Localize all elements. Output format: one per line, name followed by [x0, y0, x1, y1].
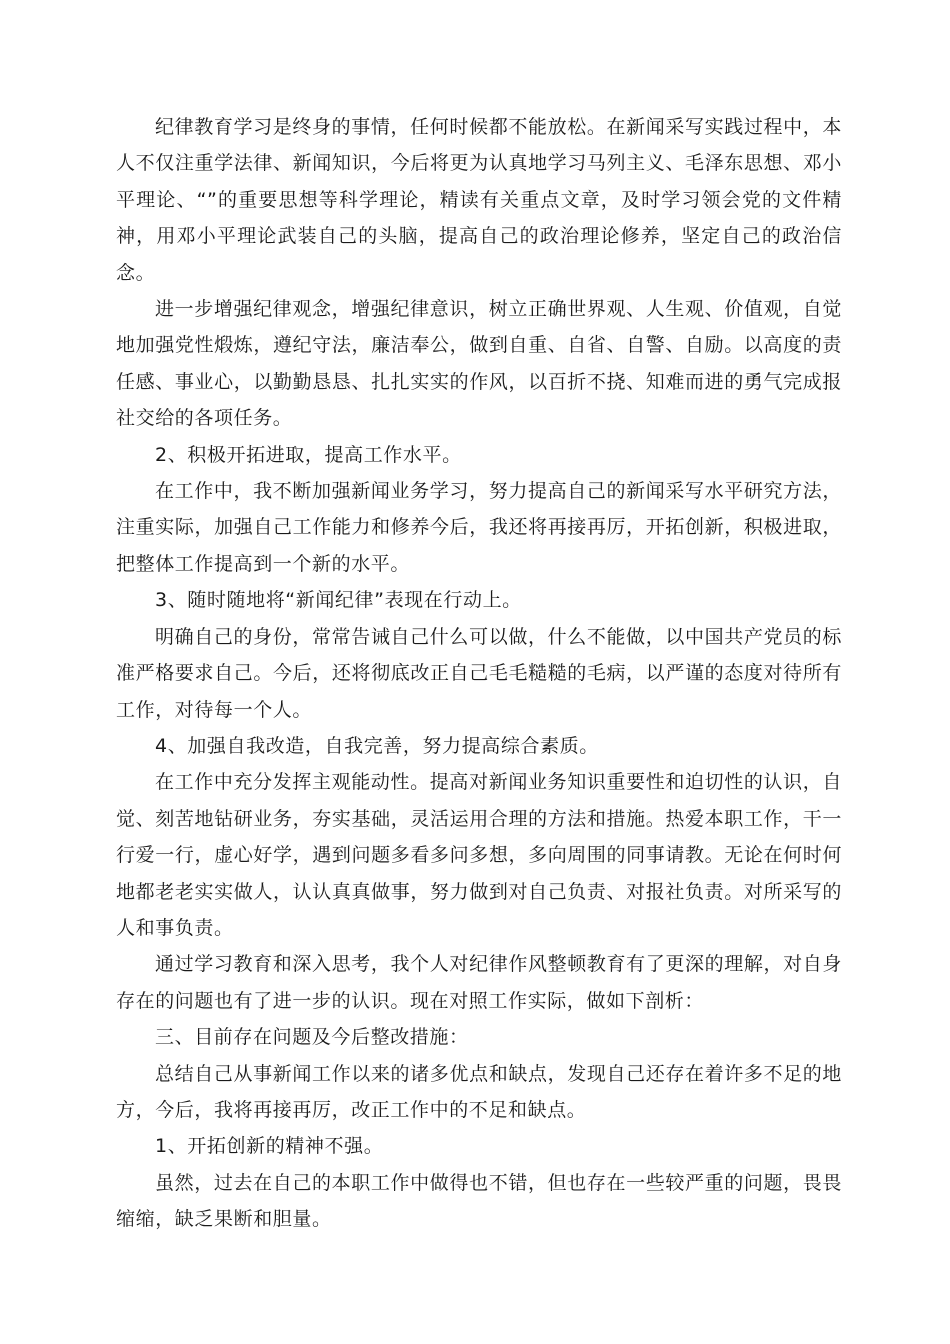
heading-item-2: 2、积极开拓进取，提高工作水平。 [155, 443, 462, 466]
paragraph-identity: 明确自己的身份，常常告诫自己什么可以做，什么不能做，以中国共产党员的标准严格要求自己。今后，还将彻底改正自己毛毛糙糙的毛病，以严谨的态度对待所有工作，对待每一个人。 [116, 625, 842, 721]
paragraph-work-improvement: 在工作中，我不断加强新闻业务学习，努力提高自己的新闻采写水平研究方法，注重实际，加强自己工作能力和修养今后，我还将再接再厉，开拓创新，积极进取，把整体工作提高到一个新的水平。 [116, 480, 842, 575]
paragraph-strengthen-discipline: 进一步增强纪律观念，增强纪律意识，树立正确世界观、人生观、价值观，自觉地加强党性煅炼，遵纪守法，廉洁奉公，做到自重、自省、自警、自励。以高度的责任感、事业心，以勤勤恳恳、扎扎实实的作风，以百折不挠、知难而进的勇气完成报社交给的各项任务。 [116, 298, 842, 430]
heading-section-3: 三、目前存在问题及今后整改措施： [155, 1026, 469, 1049]
heading-item-4: 4、加强自我改造，自我完善，努力提高综合素质。 [155, 734, 599, 757]
document-page [116, 109, 842, 1238]
paragraph-initiative: 在工作中充分发挥主观能动性。提高对新闻业务知识重要性和迫切性的认识，自觉、刻苦地钻研业务，夯实基础，灵活运用合理的方法和措施。热爱本职工作，干一行爱一行，虚心好学，遇到问题多看多问多想，多向周围的同事请教。无论在何时何地都老老实实做人，认认真真做事，努力做到对自己负责、对报社负责。对所采写的人和事负责。 [116, 771, 842, 939]
heading-item-3: 3、随时随地将“新闻纪律”表现在行动上。 [155, 589, 522, 612]
paragraph-reflection: 通过学习教育和深入思考，我个人对纪律作风整顿教育有了更深的理解，对自身存在的问题也有了进一步的认识。现在对照工作实际，做如下剖析： [116, 953, 842, 1012]
paragraph-discipline-learning: 纪律教育学习是终身的事情，任何时候都不能放松。在新闻采写实践过程中，本人不仅注重学法律、新闻知识，今后将更为认真地学习马列主义、毛泽东思想、邓小平理论、“”的重要思想等科学理论，精读有关重点文章，及时学习领会党的文件精神，用邓小平理论武装自己的头脑，提高自己的政治理论修养，坚定自己的政治信念。 [116, 116, 842, 284]
heading-issue-1: 1、开拓创新的精神不强。 [155, 1135, 384, 1158]
paragraph-summary: 总结自己从事新闻工作以来的诸多优点和缺点，发现自己还存在着许多不足的地方，今后，我将再接再厉，改正工作中的不足和缺点。 [116, 1062, 842, 1121]
paragraph-issue-detail: 虽然，过去在自己的本职工作中做得也不错，但也存在一些较严重的问题，畏畏缩缩，缺乏果断和胆量。 [116, 1171, 842, 1231]
